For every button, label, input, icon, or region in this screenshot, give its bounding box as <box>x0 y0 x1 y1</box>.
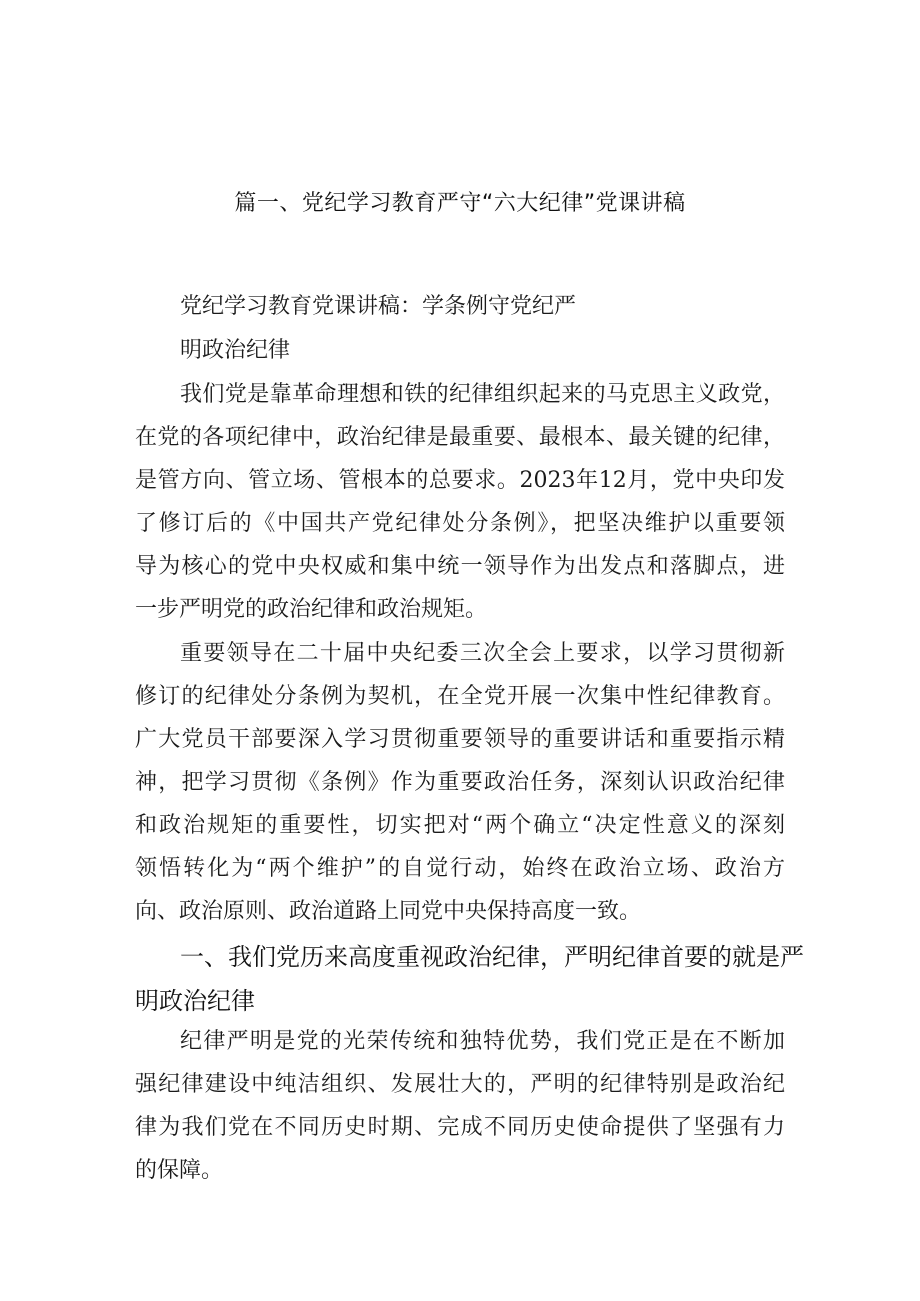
paragraph-line: 领悟转化为“两个维护”的自觉行动，始终在政治立场、政治方 <box>135 856 785 881</box>
paragraph-line: 的保障。 <box>135 1158 224 1183</box>
paragraph-line: 和政治规矩的重要性，切实把对“两个确立“决定性意义的深刻 <box>135 813 785 838</box>
paragraph-line: 在党的各项纪律中，政治纪律是最重要、最根本、最关键的纪律， <box>135 425 785 450</box>
paragraph-line: 重要领导在二十届中央纪委三次全会上要求，以学习贯彻新 <box>180 641 785 666</box>
subtitle: 党纪学习教育党课讲稿：学条例守党纪严 <box>180 294 577 319</box>
paragraph-line: 律为我们党在不同历史时期、完成不同历史使命提供了坚强有力 <box>135 1115 785 1140</box>
paragraph-line: 神，把学习贯彻《条例》作为重要政治任务，深刻认识政治纪律 <box>135 770 785 795</box>
paragraph-line: 广大党员干部要深入学习贯彻重要领导的重要讲话和重要指示精 <box>135 727 785 752</box>
paragraph-line: 纪律严明是党的光荣传统和独特优势，我们党正是在不断加 <box>180 1029 785 1054</box>
paragraph-line: 修订的纪律处分条例为契机，在全党开展一次集中性纪律教育。 <box>135 684 785 709</box>
paragraph-line: 导为核心的党中央权威和集中统一领导作为出发点和落脚点，进 <box>135 554 785 579</box>
section-intro: 明政治纪律 <box>180 338 291 363</box>
paragraph-line: 是管方向、管立场、管根本的总要求。2023年12月，党中央印发 <box>135 468 785 493</box>
document-title: 篇一、党纪学习教育严守“六大纪律”党课讲稿 <box>234 191 686 216</box>
paragraph-line: 一步严明党的政治纪律和政治规矩。 <box>135 597 488 622</box>
paragraph-line: 强纪律建设中纯洁组织、发展壮大的，严明的纪律特别是政治纪 <box>135 1072 785 1097</box>
heading-line: 一、我们党历来高度重视政治纪律，严明纪律首要的就是严 <box>180 943 804 971</box>
paragraph-line: 了修订后的《中国共产党纪律处分条例》，把坚决维护以重要领 <box>135 511 785 536</box>
paragraph-line: 向、政治原则、政治道路上同党中央保持高度一致。 <box>135 899 642 924</box>
paragraph-line: 我们党是靠革命理想和铁的纪律组织起来的马克思主义政党， <box>180 382 785 407</box>
heading-line: 明政治纪律 <box>135 987 255 1015</box>
